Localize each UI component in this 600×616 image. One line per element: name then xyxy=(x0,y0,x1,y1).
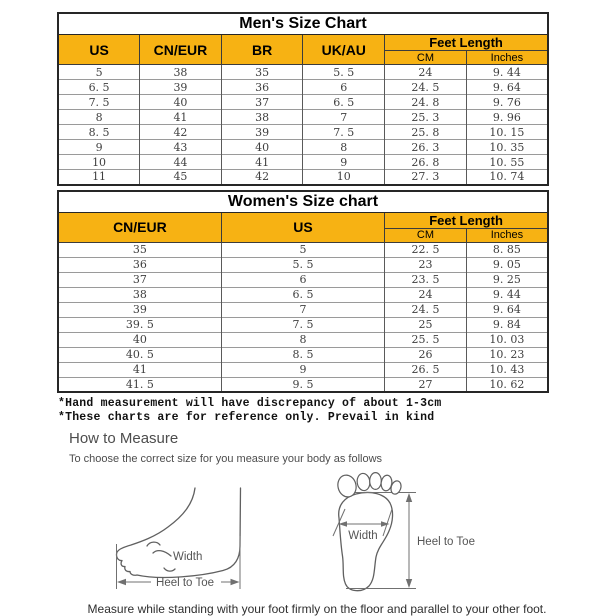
womens-column-header-cm: CM xyxy=(385,228,467,242)
mens-column-header-cm: CM xyxy=(385,51,467,65)
big-toe-icon xyxy=(336,473,359,499)
table-row xyxy=(58,362,548,377)
foot-top-view-diagram xyxy=(322,472,492,596)
size-cell: 8 xyxy=(303,140,385,155)
size-cell: 9 xyxy=(303,155,385,170)
size-cell: 10. 62 xyxy=(466,377,548,392)
footnote-reference-only: *These charts are for reference only. Prevail in kind xyxy=(58,411,435,424)
size-cell: 5. 5 xyxy=(303,65,385,80)
mens-chart-title: Men's Size Chart xyxy=(58,13,548,35)
size-cell: 35 xyxy=(58,242,221,257)
how-to-measure-heading: How to Measure xyxy=(69,430,179,447)
size-cell: 40. 5 xyxy=(58,347,221,362)
size-cell: 27 xyxy=(385,377,467,392)
size-cell: 26. 8 xyxy=(385,155,467,170)
size-cell: 39 xyxy=(140,80,222,95)
table-row xyxy=(58,317,548,332)
size-cell: 24 xyxy=(385,287,467,302)
size-cell: 5 xyxy=(58,65,140,80)
size-cell: 10. 03 xyxy=(466,332,548,347)
size-cell: 8. 5 xyxy=(221,347,384,362)
side-width-label: Width xyxy=(173,551,203,563)
size-cell: 7. 5 xyxy=(58,95,140,110)
foot-side-view-diagram xyxy=(109,486,294,596)
second-toe-icon xyxy=(356,473,371,492)
table-row xyxy=(58,65,548,80)
size-cell: 9. 5 xyxy=(221,377,384,392)
size-cell: 37 xyxy=(58,272,221,287)
womens-chart-title: Women's Size chart xyxy=(58,191,548,213)
right-arrowhead-icon xyxy=(231,579,240,585)
size-cell: 24 xyxy=(385,65,467,80)
size-cell: 25. 3 xyxy=(385,110,467,125)
size-cell: 40 xyxy=(221,140,303,155)
size-cell: 9 xyxy=(58,140,140,155)
size-cell: 36 xyxy=(58,257,221,272)
size-cell: 10. 15 xyxy=(466,125,548,140)
mens-column-header-br: BR xyxy=(221,35,303,65)
size-cell: 8 xyxy=(58,110,140,125)
size-cell: 9. 44 xyxy=(466,287,548,302)
size-cell: 23. 5 xyxy=(385,272,467,287)
table-row xyxy=(58,170,548,185)
size-cell: 37 xyxy=(221,95,303,110)
size-cell: 38 xyxy=(58,287,221,302)
size-cell: 10. 35 xyxy=(466,140,548,155)
size-cell: 40 xyxy=(58,332,221,347)
size-cell: 26. 3 xyxy=(385,140,467,155)
size-cell: 10. 74 xyxy=(466,170,548,185)
size-cell: 39. 5 xyxy=(58,317,221,332)
width-right-arrowhead-icon xyxy=(381,521,390,527)
size-cell: 10. 23 xyxy=(466,347,548,362)
table-row xyxy=(58,242,548,257)
size-cell: 8 xyxy=(221,332,384,347)
top-width-label: Width xyxy=(348,530,378,542)
size-cell: 38 xyxy=(140,65,222,80)
size-cell: 38 xyxy=(221,110,303,125)
size-cell: 9. 76 xyxy=(466,95,548,110)
size-cell: 40 xyxy=(140,95,222,110)
size-cell: 9. 64 xyxy=(466,80,548,95)
measurement-diagrams xyxy=(57,472,549,596)
table-row xyxy=(58,257,548,272)
size-cell: 41. 5 xyxy=(58,377,221,392)
size-cell: 27. 3 xyxy=(385,170,467,185)
top-heel-to-toe-label: Heel to Toe xyxy=(417,536,475,548)
size-cell: 9. 25 xyxy=(466,272,548,287)
footnotes xyxy=(58,397,549,424)
table-row xyxy=(58,332,548,347)
size-cell: 7 xyxy=(221,302,384,317)
table-row xyxy=(58,95,548,110)
size-cell: 25 xyxy=(385,317,467,332)
table-row xyxy=(58,125,548,140)
size-cell: 41 xyxy=(140,110,222,125)
size-cell: 26. 5 xyxy=(385,362,467,377)
size-cell: 22. 5 xyxy=(385,242,467,257)
table-row xyxy=(58,347,548,362)
size-cell: 24. 8 xyxy=(385,95,467,110)
measurement-caption: Measure while standing with your foot firmly on the floor and parallel to your other foot. xyxy=(87,602,547,616)
size-cell: 10 xyxy=(58,155,140,170)
size-cell: 24. 5 xyxy=(385,302,467,317)
size-cell: 10. 55 xyxy=(466,155,548,170)
size-cell: 39 xyxy=(221,125,303,140)
table-row xyxy=(58,302,548,317)
mens-size-table xyxy=(57,12,549,186)
size-cell: 44 xyxy=(140,155,222,170)
size-chart-page xyxy=(57,12,549,616)
vertical-bottom-arrowhead-icon xyxy=(406,579,412,588)
womens-column-header-inches: Inches xyxy=(466,228,548,242)
size-cell: 7. 5 xyxy=(303,125,385,140)
third-toe-icon xyxy=(370,473,382,490)
size-cell: 11 xyxy=(58,170,140,185)
womens-size-table xyxy=(57,190,549,394)
size-cell: 25. 8 xyxy=(385,125,467,140)
size-cell: 9. 44 xyxy=(466,65,548,80)
size-cell: 26 xyxy=(385,347,467,362)
womens-size-table-body xyxy=(58,242,548,392)
size-cell: 8. 5 xyxy=(58,125,140,140)
footnote-hand-measurement: *Hand measurement will have discrepancy of about 1-3cm xyxy=(58,397,442,410)
size-cell: 7. 5 xyxy=(221,317,384,332)
womens-column-header-us: US xyxy=(221,212,384,242)
size-cell: 9 xyxy=(221,362,384,377)
size-cell: 25. 5 xyxy=(385,332,467,347)
size-cell: 8. 85 xyxy=(466,242,548,257)
size-cell: 45 xyxy=(140,170,222,185)
table-row xyxy=(58,155,548,170)
size-cell: 39 xyxy=(58,302,221,317)
size-cell: 42 xyxy=(221,170,303,185)
size-cell: 41 xyxy=(58,362,221,377)
size-cell: 23 xyxy=(385,257,467,272)
size-cell: 36 xyxy=(221,80,303,95)
size-cell: 41 xyxy=(221,155,303,170)
size-cell: 6. 5 xyxy=(58,80,140,95)
mens-size-table-body xyxy=(58,65,548,185)
mens-column-header-cneur: CN/EUR xyxy=(140,35,222,65)
size-cell: 9. 84 xyxy=(466,317,548,332)
size-cell: 5 xyxy=(221,242,384,257)
size-cell: 7 xyxy=(303,110,385,125)
size-cell: 6 xyxy=(303,80,385,95)
size-cell: 6 xyxy=(221,272,384,287)
table-row xyxy=(58,377,548,392)
mens-column-header-feet-length: Feet Length xyxy=(385,35,548,51)
size-cell: 9. 96 xyxy=(466,110,548,125)
size-cell: 35 xyxy=(221,65,303,80)
side-heel-to-toe-label: Heel to Toe xyxy=(156,577,214,589)
womens-column-header-feet-length: Feet Length xyxy=(385,212,548,228)
size-cell: 6. 5 xyxy=(303,95,385,110)
size-cell: 10 xyxy=(303,170,385,185)
mens-column-header-inches: Inches xyxy=(466,51,548,65)
size-cell: 5. 5 xyxy=(221,257,384,272)
size-cell: 10. 43 xyxy=(466,362,548,377)
table-row xyxy=(58,272,548,287)
how-to-measure-subheading: To choose the correct size for you measure your body as follows xyxy=(69,453,383,465)
size-cell: 9. 64 xyxy=(466,302,548,317)
ball-knuckle-icon xyxy=(147,542,175,571)
womens-column-header-cneur: CN/EUR xyxy=(58,212,221,242)
table-row xyxy=(58,110,548,125)
table-row xyxy=(58,140,548,155)
mens-column-header-ukau: UK/AU xyxy=(303,35,385,65)
mens-column-header-us: US xyxy=(58,35,140,65)
size-cell: 24. 5 xyxy=(385,80,467,95)
left-arrowhead-icon xyxy=(117,579,126,585)
table-row xyxy=(58,80,548,95)
table-row xyxy=(58,287,548,302)
vertical-top-arrowhead-icon xyxy=(406,493,412,502)
size-cell: 43 xyxy=(140,140,222,155)
size-cell: 42 xyxy=(140,125,222,140)
size-cell: 6. 5 xyxy=(221,287,384,302)
foot-outline-icon xyxy=(117,488,241,578)
size-cell: 9. 05 xyxy=(466,257,548,272)
